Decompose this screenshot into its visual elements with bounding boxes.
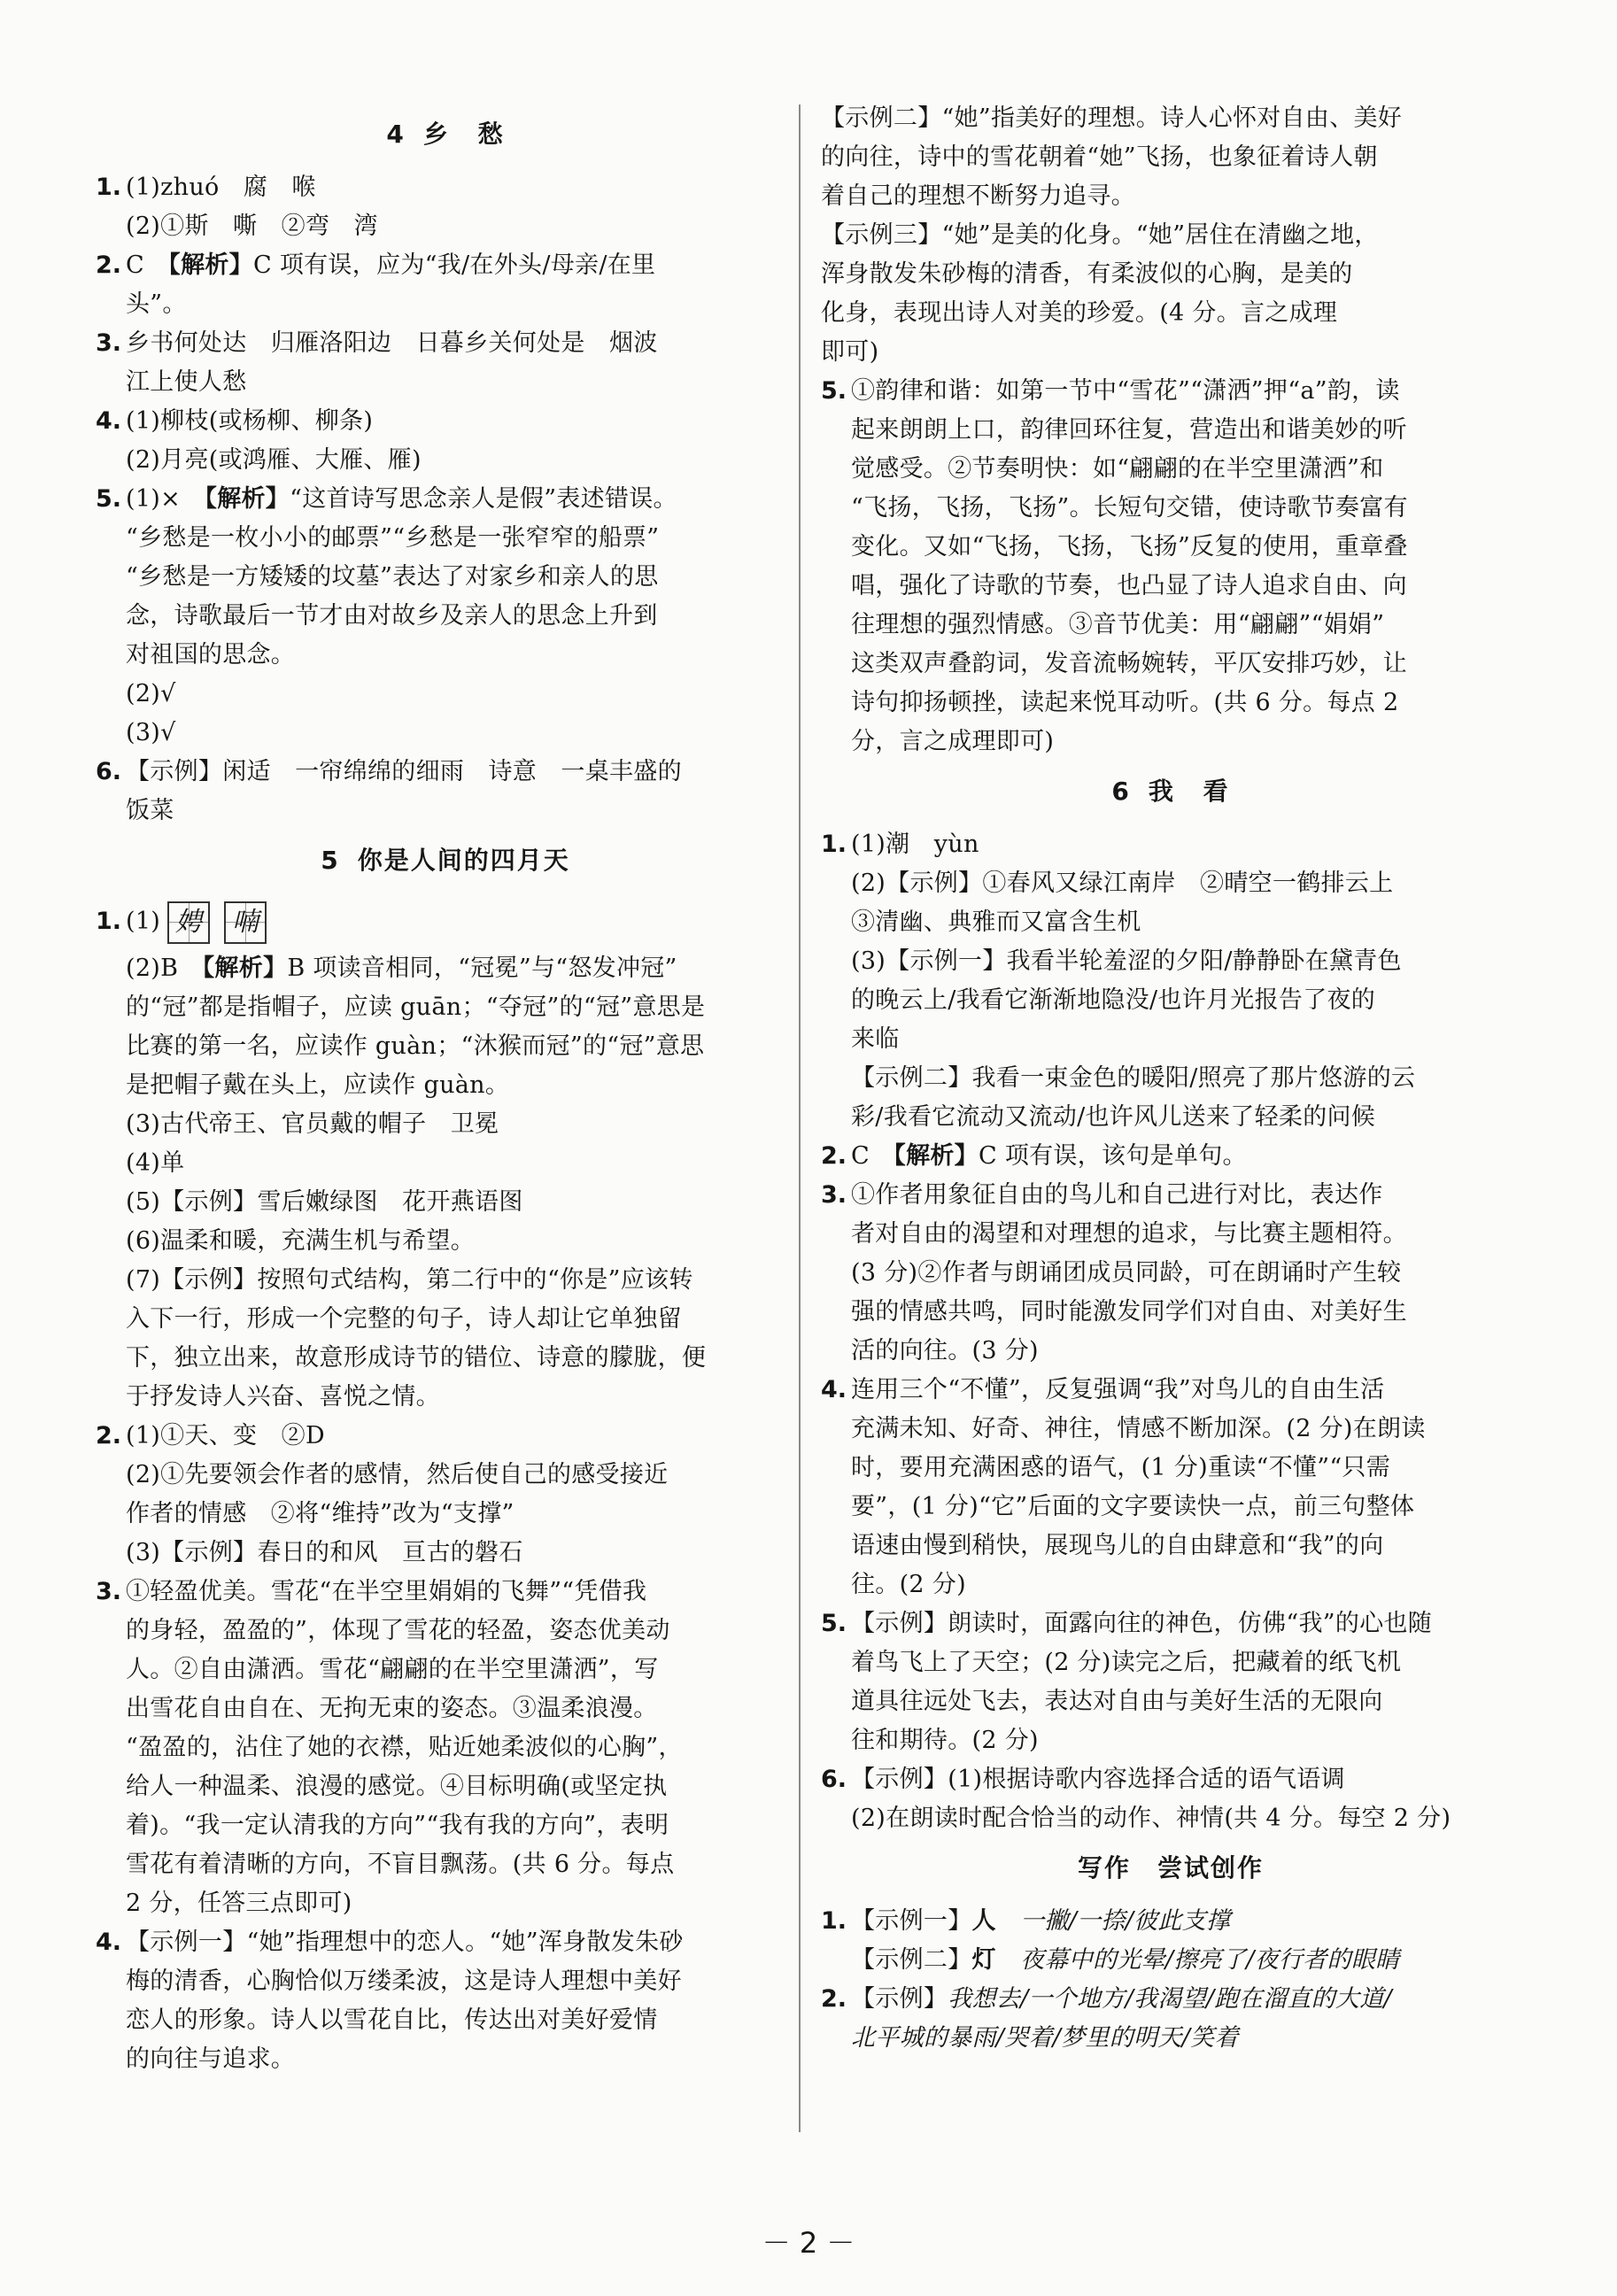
tian-grid-box: 娉 bbox=[167, 901, 210, 944]
section-title-writing: 写作 尝试创作 bbox=[1077, 1853, 1264, 1882]
s4-question-3: 3. 乡书何处达 归雁洛阳边 日暮乡关何处是 烟波 江上使人愁 bbox=[96, 329, 658, 396]
s5-question-1: 1. (1) 娉 喃 (2)B 【解析】B 项读音相同，“冠冕”与“怒发冲冠” 的“冠”都是指帽子，应读 guān；“夺冠”的“冠”意思是 比赛的第一名，应读作 guàn；“沐猴而冠”的“冠”意思 是把帽子戴在头上，应读作 guàn。 (3)古代帝王、官员戴的帽子 卫冕 (4)单 (5)【示例】雪后嫩绿图 花开燕语图 (6)温柔和暖，充满生机与希望。 (7)【示例】按照句式结构，第二行中的“你是”应该转 入下一行，形成一个完整的句子，诗人却让它单独留 下，独立出来，故意形成诗节的错位、诗意的朦胧，便 于抒发诗人兴奋、喜悦之情。 bbox=[96, 894, 795, 1417]
left-column bbox=[96, 104, 795, 2079]
s6-question-4: 4. 连用三个“不懂”，反复强调“我”对鸟儿的自由生活 充满未知、好奇、神往，情感不断加深。(2 分)在朗读 时，要用充满困惑的语气，(1 分)重读“不懂”“只需 要”，(1 分)“它”后面的文字要读快一点，前三句整体 语速由慢到稍快，展现鸟儿的自由肆意和“我”的向 往。(2 分) bbox=[821, 1376, 1426, 1598]
s6-question-2: 2. C 【解析】C 项有误，该句是单句。 bbox=[821, 1142, 1247, 1170]
tian-grid-box: 喃 bbox=[224, 901, 267, 944]
s6-question-3: 3. ①作者用象征自由的鸟儿和自己进行对比，表达作 者对自由的渴望和对理想的追求，与比赛主题相符。 (3 分)②作者与朗诵团成员同龄，可在朗诵时产生较 强的情感共鸣，同时能激发同学们对自由、对美好生 活的向往。(3 分) bbox=[821, 1181, 1407, 1364]
s6-question-1: 1. (1)潮 yùn (2)【示例】①春风又绿江南岸 ②晴空一鹤排云上 ③清幽、典雅而又富含生机 (3)【示例一】我看半轮羞涩的夕阳/静静卧在黛青色 的晚云上/我看它渐渐地隐没/也许月光报告了夜的 来临 【示例二】我看一束金色的暖阳/照亮了那片悠游的云 彩/我看它流动又流动/也许风儿送来了轻柔的问候 bbox=[821, 831, 1416, 1131]
s4-question-4: 4. (1)柳枝(或杨柳、柳条) (2)月亮(或鸿雁、大雁、雁) bbox=[96, 407, 422, 474]
s6-question-5: 5. 【示例】朗读时，面露向往的神色，仿佛“我”的心也随 着鸟飞上了天空；(2 分)读完之后，把藏着的纸飞机 道具往远处飞去，表达对自由与美好生活的无限向 往和期待。(2 分) bbox=[821, 1610, 1433, 1754]
s5-question-3: 3. ①轻盈优美。雪花“在半空里娟娟的飞舞”“凭借我 的身轻，盈盈的”，体现了雪花的轻盈，姿态优美动 人。②自由潇洒。雪花“翩翩的在半空里潇洒”，写 出雪花自由自在、无拘无束的姿态。③温柔浪漫。 “盈盈的，沾住了她的衣襟，贴近她柔波似的心胸”， 给人一种温柔、浪漫的感觉。④目标明确(或坚定执 着)。“我一定认清我的方向”“我有我的方向”，表明 雪花有着清晰的方向，不盲目飘荡。(共 6 分。每点 2 分，任答三点即可) bbox=[96, 1578, 683, 1917]
right-column bbox=[821, 99, 1520, 2058]
section-title-5: 5 你是人间的四月天 bbox=[321, 846, 570, 875]
page-number: － 2 － bbox=[762, 2226, 855, 2260]
s5-question-4-continued: 【示例二】“她”指美好的理想。诗人心怀对自由、美好 的向往，诗中的雪花朝着“她”飞扬，也象征着诗人朝 着自己的理想不断努力追寻。 【示例三】“她”是美的化身。“她”居住在清幽之地， 浑身散发朱砂梅的清香，有柔波似的心胸，是美的 化身，表现出诗人对美的珍爱。(4 分。言之成理 即可) bbox=[821, 104, 1403, 366]
s5-question-4: 4. 【示例一】“她”指理想中的恋人。“她”浑身散发朱砂 梅的清香，心胸恰似万缕柔波，这是诗人理想中美好 恋人的形象。诗人以雪花自比，传达出对美好爱情 的向往与追求。 bbox=[96, 1929, 684, 2073]
section-title-4: 4 乡 愁 bbox=[386, 120, 505, 149]
s5-question-5: 5. ①韵律和谐：如第一节中“雪花”“潇洒”押“a”韵，读 起来朗朗上口，韵律回环往复，营造出和谐美妙的听 觉感受。②节奏明快：如“翩翩的在半空里潇洒”和 “飞扬，飞扬，飞扬”。长短句交错，使诗歌节奏富有 变化。又如“飞扬，飞扬，飞扬”反复的使用，重章叠 唱，强化了诗歌的节奏，也凸显了诗人追求自由、向 往理想的强烈情感。③音节优美：用“翩翩”“娟娟” 这类双声叠韵词，发音流畅婉转，平仄安排巧妙，让 诗句抑扬顿挫，读起来悦耳动听。(共 6 分。每点 2 分，言之成理即可) bbox=[821, 377, 1408, 755]
s4-question-2: 2. C 【解析】C 项有误，应为“我/在外头/母亲/在里 头”。 bbox=[96, 251, 656, 318]
writing-question-1: 1. 【示例一】人 一撇/一捺/彼此支撑 【示例二】灯 夜幕中的光晕/擦亮了/夜行者的眼睛 bbox=[821, 1907, 1400, 1974]
s4-question-1: 1. (1)zhuó 腐 喉 (2)①斯 嘶 ②弯 湾 bbox=[96, 174, 378, 240]
section-title-6: 6 我 看 bbox=[1111, 777, 1230, 806]
s4-question-5: 5. (1)× 【解析】“这首诗写思念亲人是假”表述错误。 “乡愁是一枚小小的邮票”“乡愁是一张窄窄的船票” “乡愁是一方矮矮的坟墓”表达了对家乡和亲人的思 念，诗歌最后一节才由对故乡及亲人的思念上升到 对祖国的思念。 (2)√ (3)√ bbox=[96, 485, 677, 746]
column-divider bbox=[799, 104, 801, 2132]
writing-question-2: 2. 【示例】我想去/一个地方/我渴望/跑在溜直的大道/ 北平城的暴雨/哭着/梦里的明天/笑着 bbox=[821, 1985, 1392, 2052]
s5-question-2: 2. (1)①天、变 ②D (2)①先要领会作者的感情，然后使自己的感受接近 作者的情感 ②将“维持”改为“支撑” (3)【示例】春日的和风 亘古的磐石 bbox=[96, 1422, 669, 1566]
s4-question-6: 6. 【示例】闲适 一帘绵绵的细雨 诗意 一桌丰盛的 饭菜 bbox=[96, 758, 682, 824]
s6-question-6: 6. 【示例】(1)根据诗歌内容选择合适的语气语调 (2)在朗读时配合恰当的动作、神情(共 4 分。每空 2 分) bbox=[821, 1766, 1451, 1832]
